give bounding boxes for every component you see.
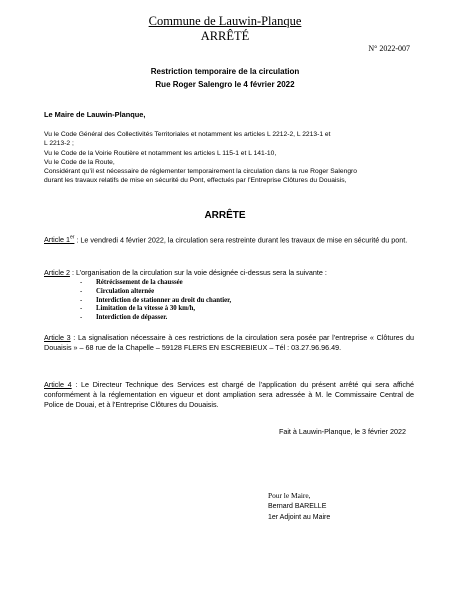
consideration-line: L 2213-2 ; [44, 140, 74, 148]
measure-item: - Interdiction de stationner au droit du chantier, [80, 297, 231, 306]
article-2 [44, 268, 414, 278]
measure-item: - Circulation alternée [80, 288, 231, 297]
measure-item: - Limitation de la vitesse à 30 km/h, [80, 305, 231, 314]
consideration-line: Vu le Code de la Voirie Routière et notamment les articles L 115-1 et L 141-10, [44, 149, 277, 157]
article-2-text: : L’organisation de la circulation sur la voie désignée ci-dessus sera la suivante : [69, 268, 327, 277]
considerations [44, 130, 414, 186]
document-title: ARRÊTÉ [200, 29, 250, 43]
measure-item: - Rétrécissement de la chaussée [80, 279, 231, 288]
article-1-label: Article 1er [44, 235, 75, 245]
signatory-role: 1er Adjoint au Maire [268, 514, 331, 521]
decree-heading: ARRÊTE [204, 210, 246, 221]
article-2-label: Article 2 [44, 268, 70, 277]
consideration-line: Vu le Code de la Route, [44, 158, 115, 166]
consideration-line: Considérant qu’il est nécessaire de réglementer temporairement la circulation dans la rue Roger Salengro [44, 168, 357, 176]
consideration-line: durant les travaux relatifs de mise en sécurité du Pont, effectués par l’Entreprise Clôtures du Douaisis, [44, 177, 347, 185]
mayor-intro: Le Maire de Lauwin-Planque, [44, 110, 146, 119]
subject-line-2: Rue Roger Salengro le 4 février 2022 [155, 80, 295, 89]
place-and-date: Fait à Lauwin-Planque, le 3 février 2022 [278, 427, 406, 436]
measure-item: - Interdiction de dépasser. [80, 314, 231, 323]
consideration-line: Vu le Code Général des Collectivités Territoriales et notamment les articles L 2212-2, L 2213-1 et [44, 131, 331, 138]
article-1-text: : Le vendredi 4 février 2022, la circulation sera restreinte durant les travaux de mise en sécurité du pont. [74, 235, 408, 245]
article-4-label: Article 4 [44, 380, 72, 389]
commune-title: Commune de Lauwin-Planque [148, 14, 302, 28]
subject-line-1: Restriction temporaire de la circulation [150, 67, 300, 76]
article-4 [44, 380, 414, 411]
signatory-name: Bernard BARELLE [268, 503, 327, 510]
article-3 [44, 333, 414, 353]
article-4-text: : Le Directeur Technique des Services est chargé de l’application du présent arrêté qui sera affiché conformément à la réglementation en vigueur et dont ampliation sera adressée à M. le Commissaire Central de Police de Douai, et à l’Entreprise Clôtures du Douaisis. [44, 380, 414, 410]
traffic-measures-list [80, 279, 231, 323]
signature-title: Pour le Maire, [268, 491, 311, 500]
article-3-text: : La signalisation nécessaire à ces restrictions de la circulation sera posée par l’entreprise « Clôtures du Douaisis » – 68 rue de la Chapelle – 59128 FLERS EN ESCREBIEUX – Tél : 03.27.96.96.49. [44, 333, 414, 353]
article-3-label: Article 3 [44, 333, 71, 342]
reference-number: N° 2022-007 [368, 44, 410, 53]
article-1 [44, 233, 414, 246]
